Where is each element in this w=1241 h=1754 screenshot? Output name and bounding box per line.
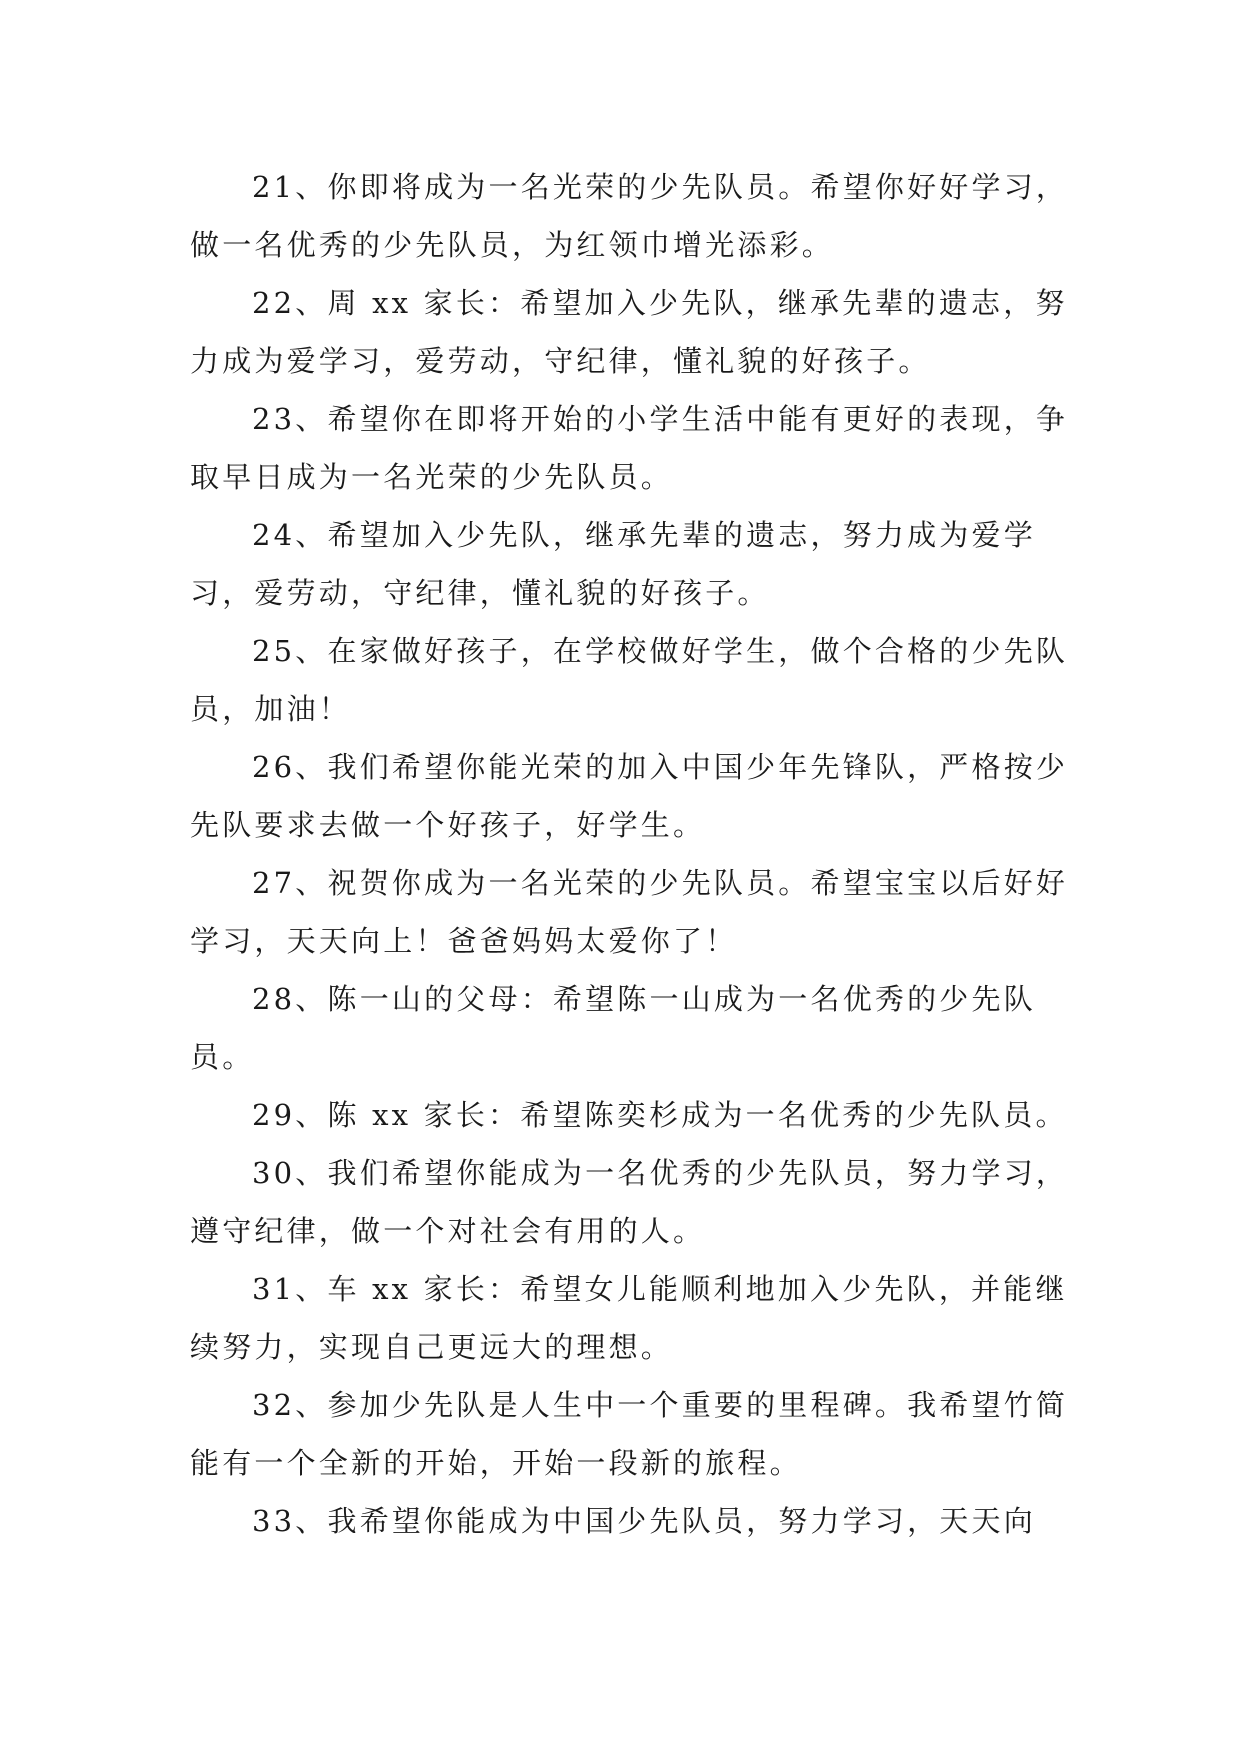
paragraph-21: 21、你即将成为一名光荣的少先队员。希望你好好学习，做一名优秀的少先队员，为红领巾增光添彩。 — [190, 170, 1069, 262]
paragraph-22: 22、周 xx 家长：希望加入少先队，继承先辈的遗志，努力成为爱学习，爱劳动，守纪律，懂礼貌的好孩子。 — [190, 286, 1068, 378]
paragraph-24: 24、希望加入少先队，继承先辈的遗志，努力成为爱学习，爱劳动，守纪律，懂礼貌的好孩子。 — [190, 518, 1036, 610]
paragraph-25: 25、在家做好孩子，在学校做好学生，做个合格的少先队员，加油！ — [190, 634, 1069, 726]
paragraph-27: 27、祝贺你成为一名光荣的少先队员。希望宝宝以后好好学习，天天向上！爸爸妈妈太爱你了！ — [190, 866, 1069, 958]
paragraph-23: 23、希望你在即将开始的小学生活中能有更好的表现，争取早日成为一名光荣的少先队员。 — [190, 402, 1069, 494]
paragraph-28: 28、陈一山的父母：希望陈一山成为一名优秀的少先队员。 — [190, 982, 1036, 1074]
paragraph-31: 31、车 xx 家长：希望女儿能顺利地加入少先队，并能继续努力，实现自己更远大的理想。 — [190, 1272, 1068, 1364]
paragraph-33: 33、我希望你能成为中国少先队员，努力学习，天天向 — [252, 1504, 1036, 1538]
paragraph-32: 32、参加少先队是人生中一个重要的里程碑。我希望竹简能有一个全新的开始，开始一段新的旅程。 — [190, 1388, 1069, 1480]
document-body — [190, 158, 1070, 1550]
paragraph-30: 30、我们希望你能成为一名优秀的少先队员，努力学习，遵守纪律，做一个对社会有用的人。 — [190, 1156, 1069, 1248]
paragraph-26: 26、我们希望你能光荣的加入中国少年先锋队，严格按少先队要求去做一个好孩子，好学生。 — [190, 750, 1069, 842]
paragraph-29: 29、陈 xx 家长：希望陈奕杉成为一名优秀的少先队员。 — [252, 1098, 1068, 1132]
